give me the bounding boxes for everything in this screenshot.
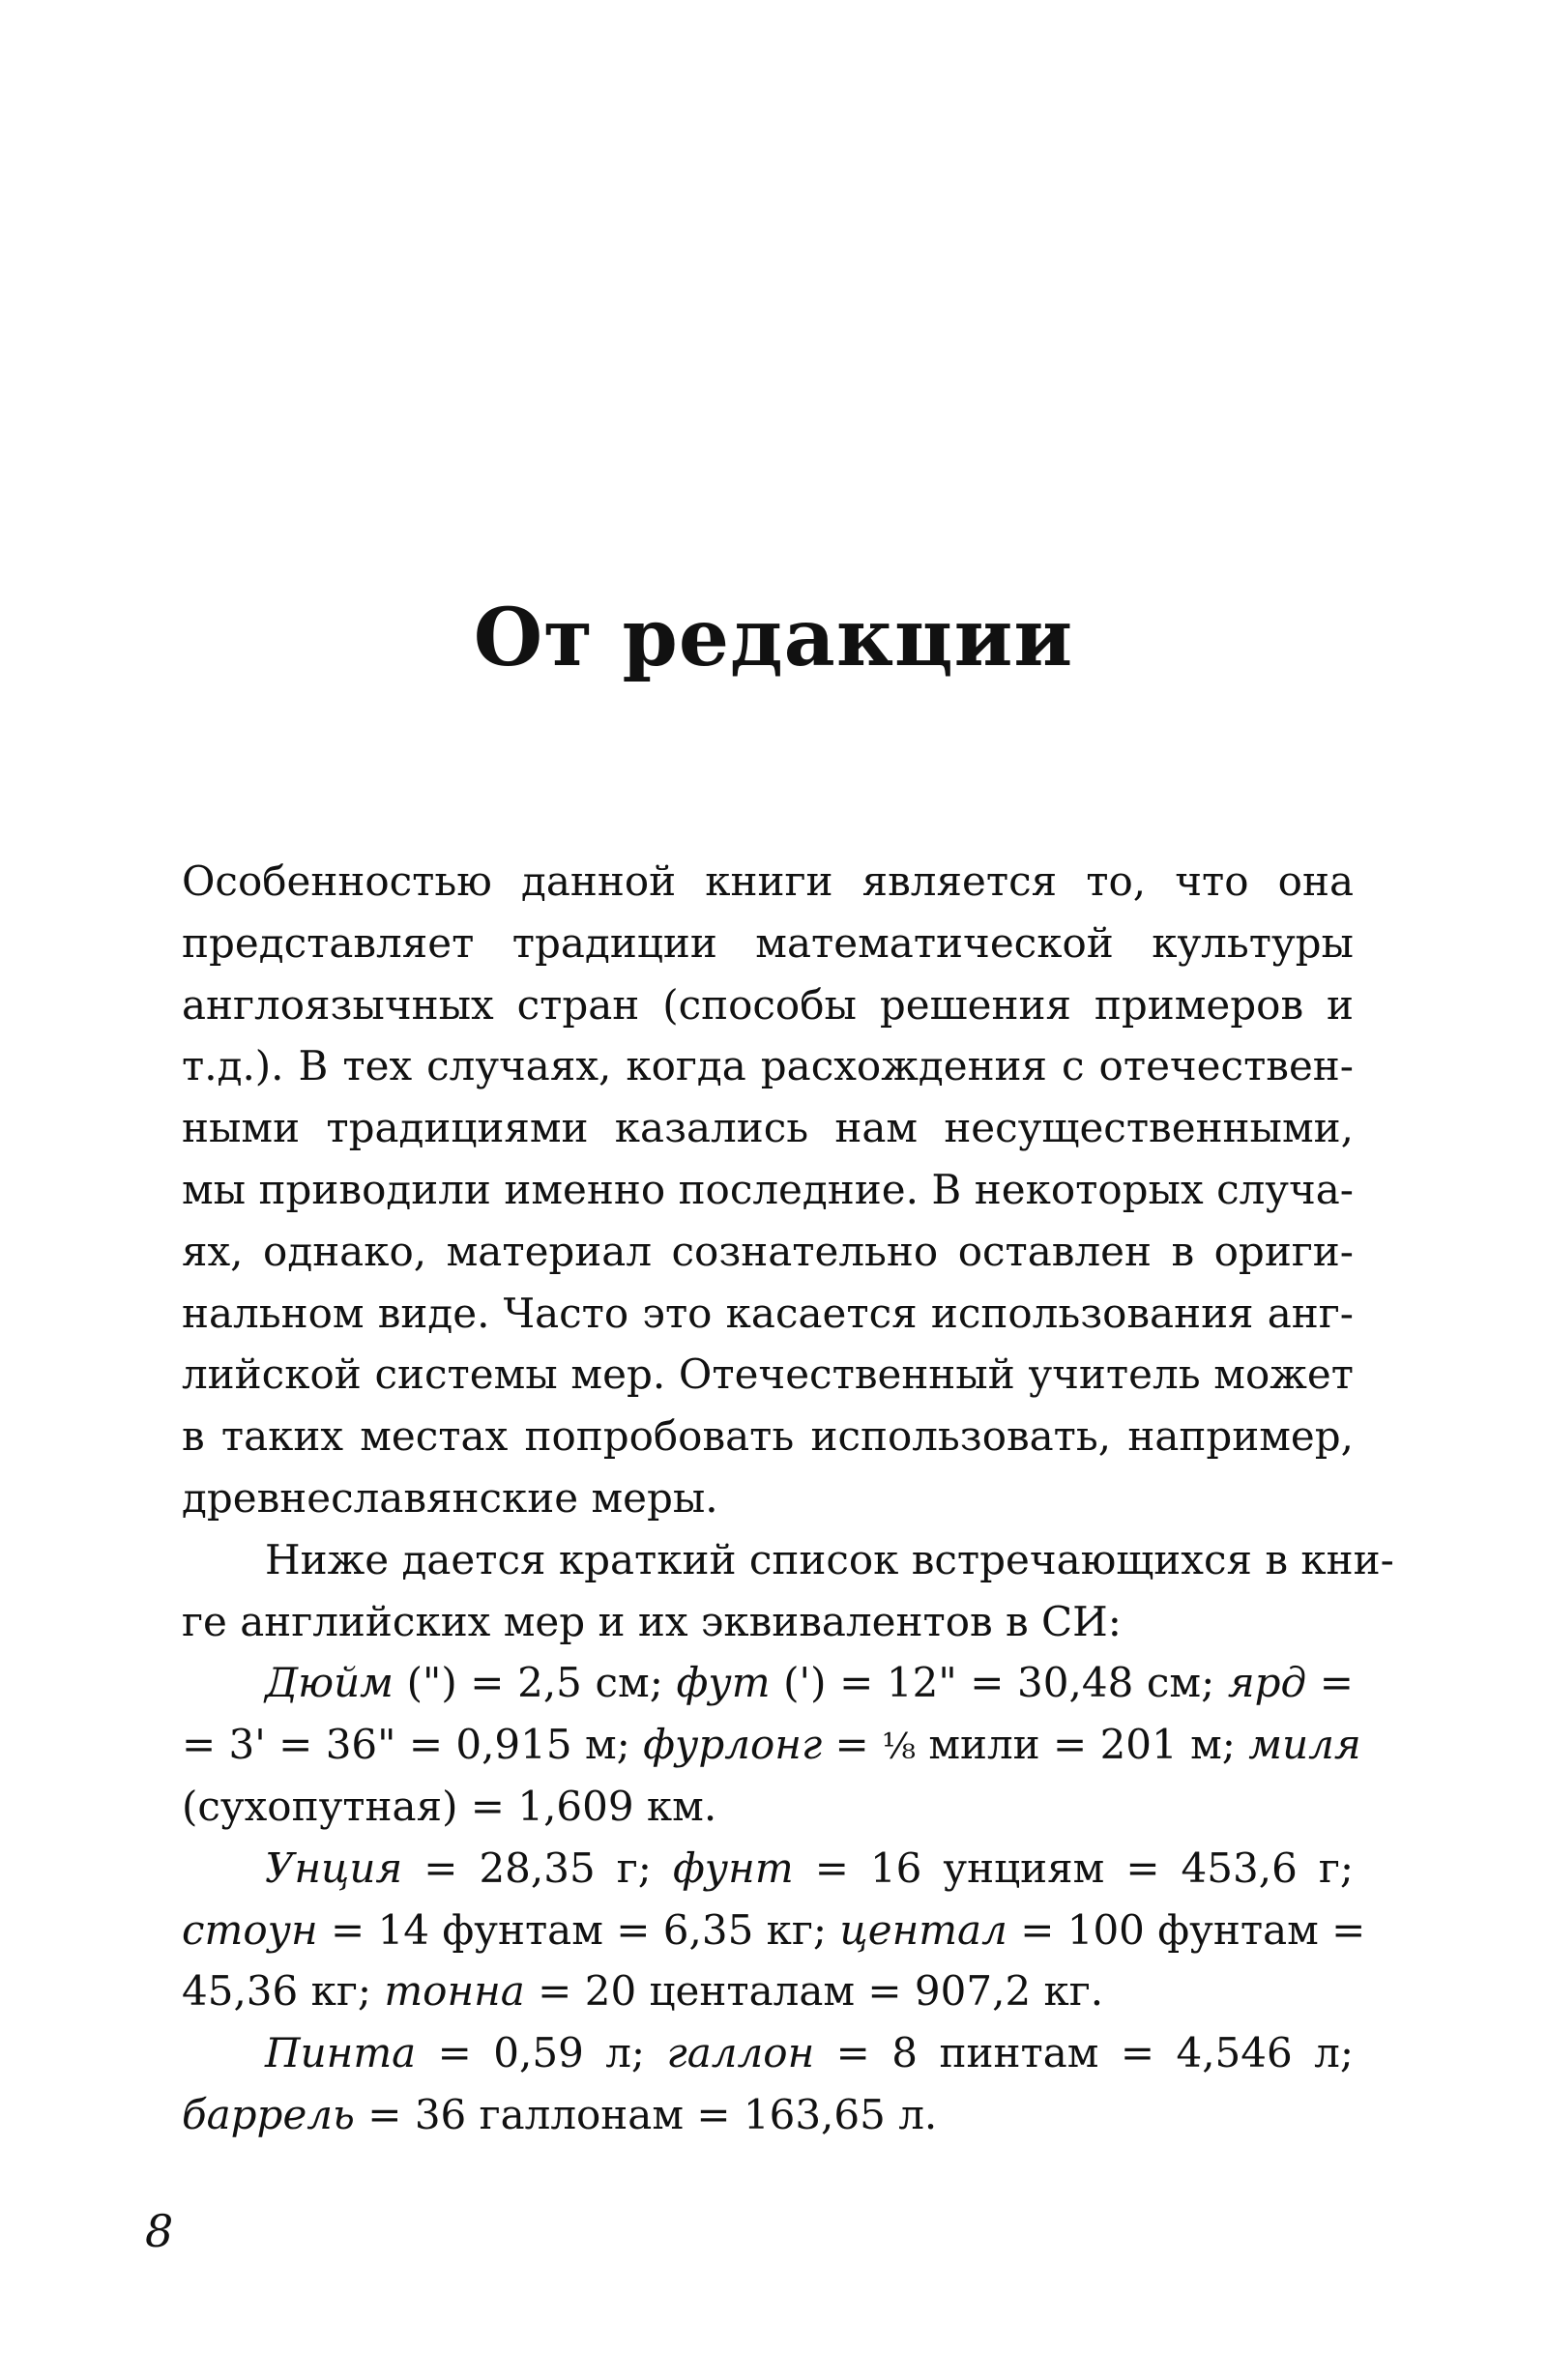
text-line: в таких местах попробовать использовать, например, bbox=[182, 1412, 1354, 1461]
length-line-2 bbox=[182, 1714, 1361, 1776]
text-line: ге английских мер и их эквивалентов в СИ: bbox=[182, 1597, 1122, 1645]
text-line: мы приводили именно последние. В некоторых случа- bbox=[182, 1165, 1354, 1213]
term-mile: миля bbox=[1248, 1721, 1361, 1769]
term-ounce: Унция bbox=[265, 1843, 403, 1892]
text-fragment: 45,36 кг; bbox=[182, 1967, 385, 2016]
term-gallon: галлон bbox=[666, 2029, 815, 2077]
text-line: т.д.). В тех случаях, когда расхождения с отечествен- bbox=[182, 1042, 1354, 1090]
volume-line-1 bbox=[182, 2022, 1354, 2084]
length-line-1 bbox=[182, 1652, 1354, 1714]
text-fragment: = bbox=[1306, 1659, 1354, 1707]
body-text bbox=[182, 851, 1394, 2146]
text-line: Особенностью данной книги является то, что она bbox=[182, 857, 1354, 905]
text-fragment: = 100 фунтам = bbox=[1007, 1905, 1366, 1954]
text-fragment: = 28,35 г; bbox=[402, 1843, 673, 1892]
text-line: лийской системы мер. Отечественный учитель может bbox=[182, 1350, 1354, 1399]
text-fragment: = 8 пинтам = 4,546 л; bbox=[814, 2029, 1354, 2077]
term-inch: Дюйм bbox=[265, 1659, 394, 1707]
text-line: ях, однако, материал сознательно оставлен в ориги- bbox=[182, 1227, 1354, 1275]
term-ton: тонна bbox=[384, 1967, 525, 2016]
term-cental: центал bbox=[839, 1905, 1007, 1954]
text-fragment: = bbox=[822, 1721, 883, 1769]
text-line: нальном виде. Часто это касается использования анг- bbox=[182, 1289, 1354, 1337]
text-line: Ниже дается краткий список встречающихся в кни- bbox=[265, 1535, 1394, 1583]
text-fragment: = 16 унциям = 453,6 г; bbox=[793, 1843, 1354, 1892]
text-line: представляет традиции математической культуры bbox=[182, 918, 1354, 967]
volume-line-2 bbox=[182, 2084, 1354, 2146]
term-yard: ярд bbox=[1227, 1659, 1307, 1707]
text-fragment: (') = 12" = 30,48 см; bbox=[770, 1659, 1228, 1707]
term-stone: стоун bbox=[182, 1905, 318, 1954]
term-furlong: фурлонг bbox=[643, 1721, 823, 1769]
text-fragment: = 20 центалам = 907,2 кг. bbox=[524, 1967, 1104, 2016]
text-fragment: = 0,59 л; bbox=[416, 2029, 667, 2077]
fraction-one-eighth: ⅛ bbox=[882, 1727, 916, 1768]
text-line: англоязычных стран (способы решения примеров и bbox=[182, 980, 1354, 1029]
term-foot: фут bbox=[676, 1659, 771, 1707]
page-number: 8 bbox=[145, 2205, 174, 2257]
term-pound: фунт bbox=[672, 1843, 794, 1892]
text-fragment: = 14 фунтам = 6,35 кг; bbox=[317, 1905, 840, 1954]
weight-line-2 bbox=[182, 1900, 1366, 1961]
length-line-3: (сухопутная) = 1,609 км. bbox=[182, 1782, 717, 1830]
term-pint: Пинта bbox=[265, 2029, 417, 2077]
term-barrel: баррель bbox=[182, 2090, 355, 2138]
text-fragment: = 36 галлонам = 163,65 л. bbox=[354, 2090, 938, 2138]
page-title: От редакции bbox=[473, 592, 1074, 684]
weight-line-3 bbox=[182, 1960, 1354, 2022]
text-fragment: (") = 2,5 см; bbox=[394, 1659, 677, 1707]
text-fragment: мили = 201 м; bbox=[915, 1721, 1249, 1769]
text-fragment: = 3' = 36" = 0,915 м; bbox=[182, 1721, 644, 1769]
weight-line-1 bbox=[182, 1838, 1354, 1900]
text-line: ными традициями казались нам несущественными, bbox=[182, 1104, 1354, 1152]
text-line: древнеславянские меры. bbox=[182, 1473, 718, 1522]
